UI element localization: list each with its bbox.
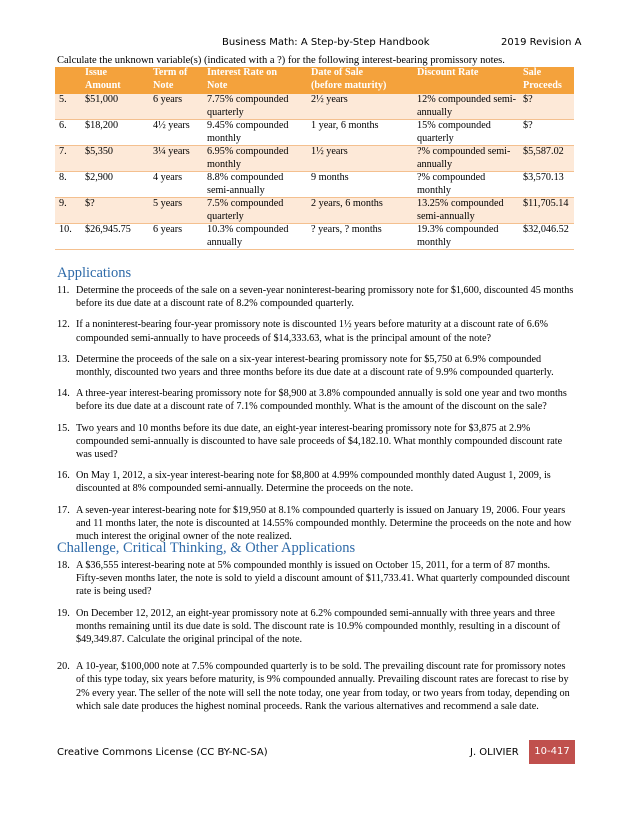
col-header-number xyxy=(55,67,83,94)
header-title: Business Math: A Step-by-Step Handbook xyxy=(222,37,430,48)
challenge-list xyxy=(57,559,575,721)
col-header-discount-rate: Discount Rate xyxy=(415,67,521,94)
list-item: 17. A seven-year interest-bearing note for $19,950 at 8.1% compounded quarterly is issued on January 19, 2006. Four years and 11 months later, the note is discounted at 14.55% compounded monthly. Determine the proceeds on the note and how much interest the original owner of the note realized. xyxy=(57,504,572,543)
col-header-date-of-sale: Date of Sale (before maturity) xyxy=(309,67,415,94)
exercise-table xyxy=(55,67,574,250)
list-item: 19. On December 12, 2012, an eight-year promissory note at 6.2% compounded semi-annually with three years and three months remaining until its due date is sold. The discount rate is 10.9% compounded monthly, resulting in a discount of $49,349.87. Calculate the original principal of the note. xyxy=(57,607,561,646)
list-item: 11. Determine the proceeds of the sale on a seven-year noninterest-bearing promissory note for $1,600, discounted 45 months before its due date at a discount rate of 8.2% compounded quarterly. xyxy=(57,285,574,310)
list-item: 15. Two years and 10 months before its due date, an eight-year interest-bearing promissory note for $3,875 at 2.9% compounded semi-annually is discounted to have sale proceeds of $4,182.10. What monthly compounded discount rate was used? xyxy=(57,422,563,461)
table-row: 5. $51,000 6 years 7.75% compounded quarterly 2½ years 12% compounded semi-annually $? xyxy=(55,94,574,120)
col-header-sale-proceeds: Sale Proceeds xyxy=(521,67,574,94)
table-row: 8. $2,900 4 years 8.8% compounded semi-annually 9 months ?% compounded monthly $3,570.13 xyxy=(55,172,574,198)
page-number-badge: 10-417 xyxy=(529,740,575,764)
table-row: 10. $26,945.75 6 years 10.3% compounded annually ? years, ? months 19.3% compounded monthly $32,046.52 xyxy=(55,224,574,250)
col-header-interest-rate: Interest Rate on Note xyxy=(205,67,309,94)
table-row: 9. $? 5 years 7.5% compounded quarterly 2 years, 6 months 13.25% compounded semi-annually $11,705.14 xyxy=(55,198,574,224)
footer-license: Creative Commons License (CC BY-NC-SA) xyxy=(57,747,268,758)
applications-list xyxy=(57,284,575,551)
table-header-row xyxy=(55,67,574,94)
list-item: 13. Determine the proceeds of the sale on a six-year interest-bearing promissory note for $5,750 at 6.9% compounded monthly, discounted two years and three months before its due date at a discount rate of 9.9% compounded quarterly. xyxy=(57,353,554,379)
list-item: 20. A 10-year, $100,000 note at 7.5% compounded quarterly is to be sold. The prevailing discount rate for promissory notes of this type today, six years before maturity, is 9% compounded annually. Prevailing discount rates are forecast to rise by 2% every year. The seller of the note will sell the note today, one year from today, or two years from today, depending on which sale date produces the highest nominal proceeds. Rank the various alternatives and recommend a sale date. xyxy=(57,661,570,712)
col-header-issue-amount: Issue Amount xyxy=(83,67,151,94)
applications-heading: Applications xyxy=(57,265,132,281)
list-item: 16. On May 1, 2012, a six-year interest-bearing note for $8,800 at 4.99% compounded monthly dated August 1, 2009, is discounted at 8% compounded semi-annually. Determine the proceeds on the note. xyxy=(57,470,551,495)
table-row: 6. $18,200 4½ years 9.45% compounded monthly 1 year, 6 months 15% compounded quarterly $? xyxy=(55,120,574,146)
table-intro: Calculate the unknown variable(s) (indicated with a ?) for the following interest-bearing promissory notes. xyxy=(57,55,505,66)
header-revision: 2019 Revision A xyxy=(501,37,582,48)
table-row: 7. $5,350 3¼ years 6.95% compounded monthly 1½ years ?% compounded semi-annually $5,587.02 xyxy=(55,146,574,172)
list-item: 18. A $36,555 interest-bearing note at 5% compounded monthly is issued on October 15, 2011, for a term of 87 months. Fifty-seven months later, the note is sold to yield a discount amount of $11,733.41. What quarterly compounded discount rate is being used? xyxy=(57,560,570,598)
col-header-term: Term of Note xyxy=(151,67,205,94)
list-item: 14. A three-year interest-bearing promissory note for $8,900 at 3.8% compounded annually is sold one year and two months before its due date at a discount rate of 7.1% compounded monthly. What is the amount of the discount on the sale? xyxy=(57,388,567,413)
list-item: 12. If a noninterest-bearing four-year promissory note is discounted 1½ years before maturity at a discount rate of 6.6% compounded semi-annually to have proceeds of $14,333.63, what is the principal amount of the note? xyxy=(57,319,548,344)
footer-author: J. OLIVIER xyxy=(470,747,519,758)
challenge-heading: Challenge, Critical Thinking, & Other Applications xyxy=(57,540,356,556)
